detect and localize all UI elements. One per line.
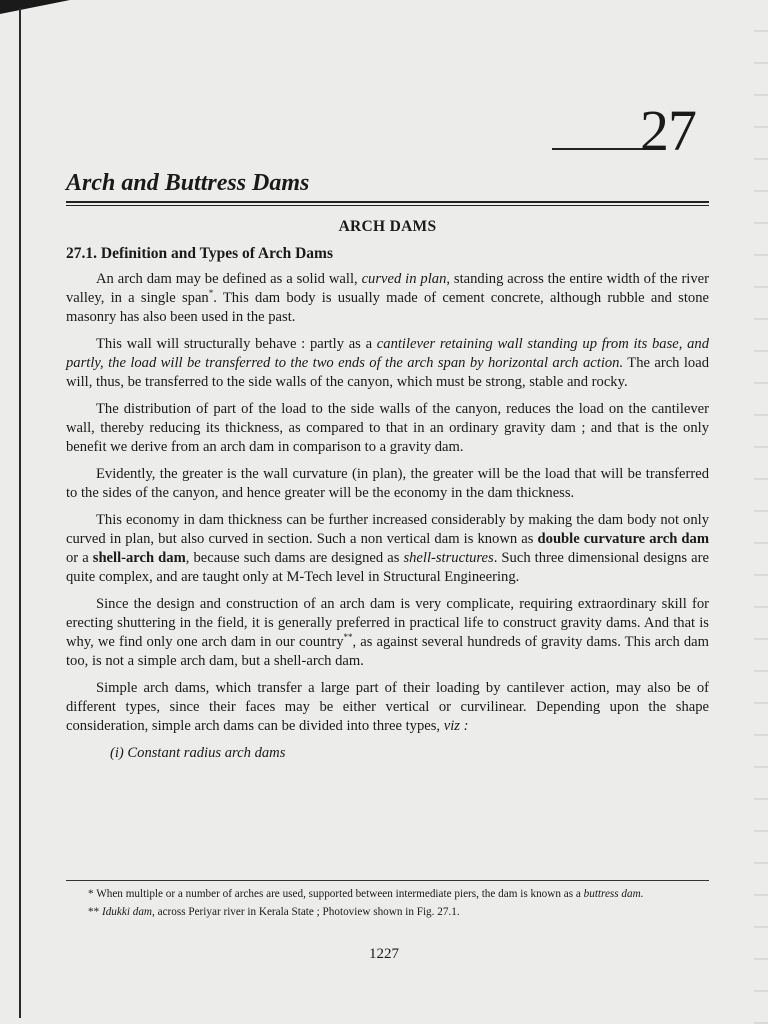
title-rule-top [66, 201, 709, 203]
page-edge-shadow [754, 0, 768, 1024]
paragraph [66, 595, 709, 671]
text-run: An arch dam may be defined as a solid wall, [96, 271, 362, 287]
text-run: This economy in dam thickness can be further increased considerably by making the dam body not only curved in plan, but also curved in section. Such a non vertical dam is known as [66, 512, 709, 547]
italic-text: curved in plan [361, 271, 447, 287]
chapter-number: 27 [640, 98, 696, 163]
paragraph [66, 335, 709, 392]
italic-text: buttress dam. [583, 888, 644, 900]
list-item [66, 744, 709, 763]
chapter-number-rule [552, 148, 644, 150]
italic-text: cantilever retaining wall standing up from its base, and partly, the load will be transferred to the two ends of the arch span by horizontal arch action. [66, 336, 709, 371]
paragraph [66, 511, 709, 587]
bold-term: double curvature arch dam [537, 531, 709, 547]
footnote [66, 904, 709, 920]
section-heading: ARCH DAMS [338, 218, 437, 235]
paragraph [66, 465, 709, 503]
footnote-rule [66, 880, 709, 881]
bold-term: shell-arch dam [92, 550, 186, 566]
text-run: This wall will structurally behave : partly as a [96, 336, 377, 352]
text-run: , because such dams are designed as [185, 550, 404, 566]
corner-mark [0, 0, 70, 14]
text-run: Since the design and construction of an arch dam is very complicate, requiring extraordinary skill for erecting shuttering in the field, it is generally preferred in practical life to construct gravity dams. And that is why, we find only one arch dam in our country [66, 596, 709, 650]
paragraph [66, 679, 709, 736]
text-run: . This dam body is usually made of cement concrete, although rubble and stone masonry has also been used in the past. [66, 290, 709, 325]
text-run: or a [66, 550, 93, 566]
italic-text: (i) Constant radius arch dams [110, 745, 286, 761]
body-text [66, 270, 709, 771]
footnote [66, 886, 709, 902]
binding-line [19, 8, 21, 1018]
subsection-heading: 27.1. Definition and Types of Arch Dams [66, 245, 333, 262]
text-run: The arch load will, thus, be transferred to the side walls of the canyon, which must be strong, stable and rocky. [66, 355, 709, 390]
text-run: , standing across the entire width of the river valley, in a single span [66, 271, 709, 306]
text-run: Simple arch dams, which transfer a large part of their loading by cantilever action, may also be of different types, since their faces may be either vertical or curvilinear. Depending upon the shape consideration, simple arch dams can be divided into three types, [66, 680, 709, 734]
paragraph [66, 400, 709, 457]
italic-text: viz : [443, 718, 469, 734]
footnotes [66, 886, 709, 922]
text-run: ** [88, 906, 102, 918]
text-run: , across Periyar river in Kerala State ; Photoview shown in Fig. 27.1. [152, 906, 460, 918]
text-run: Evidently, the greater is the wall curvature (in plan), the greater will be the load that will be transferred to the sides of the canyon, and hence greater will be the economy in the dam thickness. [66, 466, 709, 501]
text-run: The distribution of part of the load to the side walls of the canyon, reduces the load on the cantilever wall, thereby reducing its thickness, as compared to that in an ordinary gravity dam ; and that is the only benefit we derive from an arch dam in comparison to a gravity dam. [66, 401, 709, 455]
italic-text: shell-structures [403, 550, 494, 566]
chapter-title: Arch and Buttress Dams [66, 170, 310, 196]
text-run: , as against several hundreds of gravity dams. This arch dam too, is not a simple arch dam, but a shell-arch dam. [66, 634, 709, 669]
footnote-marker: ** [343, 632, 353, 643]
text-run: . Such three dimensional designs are quite complex, and are taught only at M-Tech level in Structural Engineering. [66, 550, 709, 585]
text-run: * When multiple or a number of arches are used, supported between intermediate piers, the dam is known as a [88, 888, 584, 900]
title-rule-bottom [66, 205, 709, 206]
page-number: 1227 [369, 946, 399, 962]
paragraph [66, 270, 709, 327]
italic-text: Idukki dam [101, 906, 153, 918]
footnote-marker: * [208, 288, 214, 299]
